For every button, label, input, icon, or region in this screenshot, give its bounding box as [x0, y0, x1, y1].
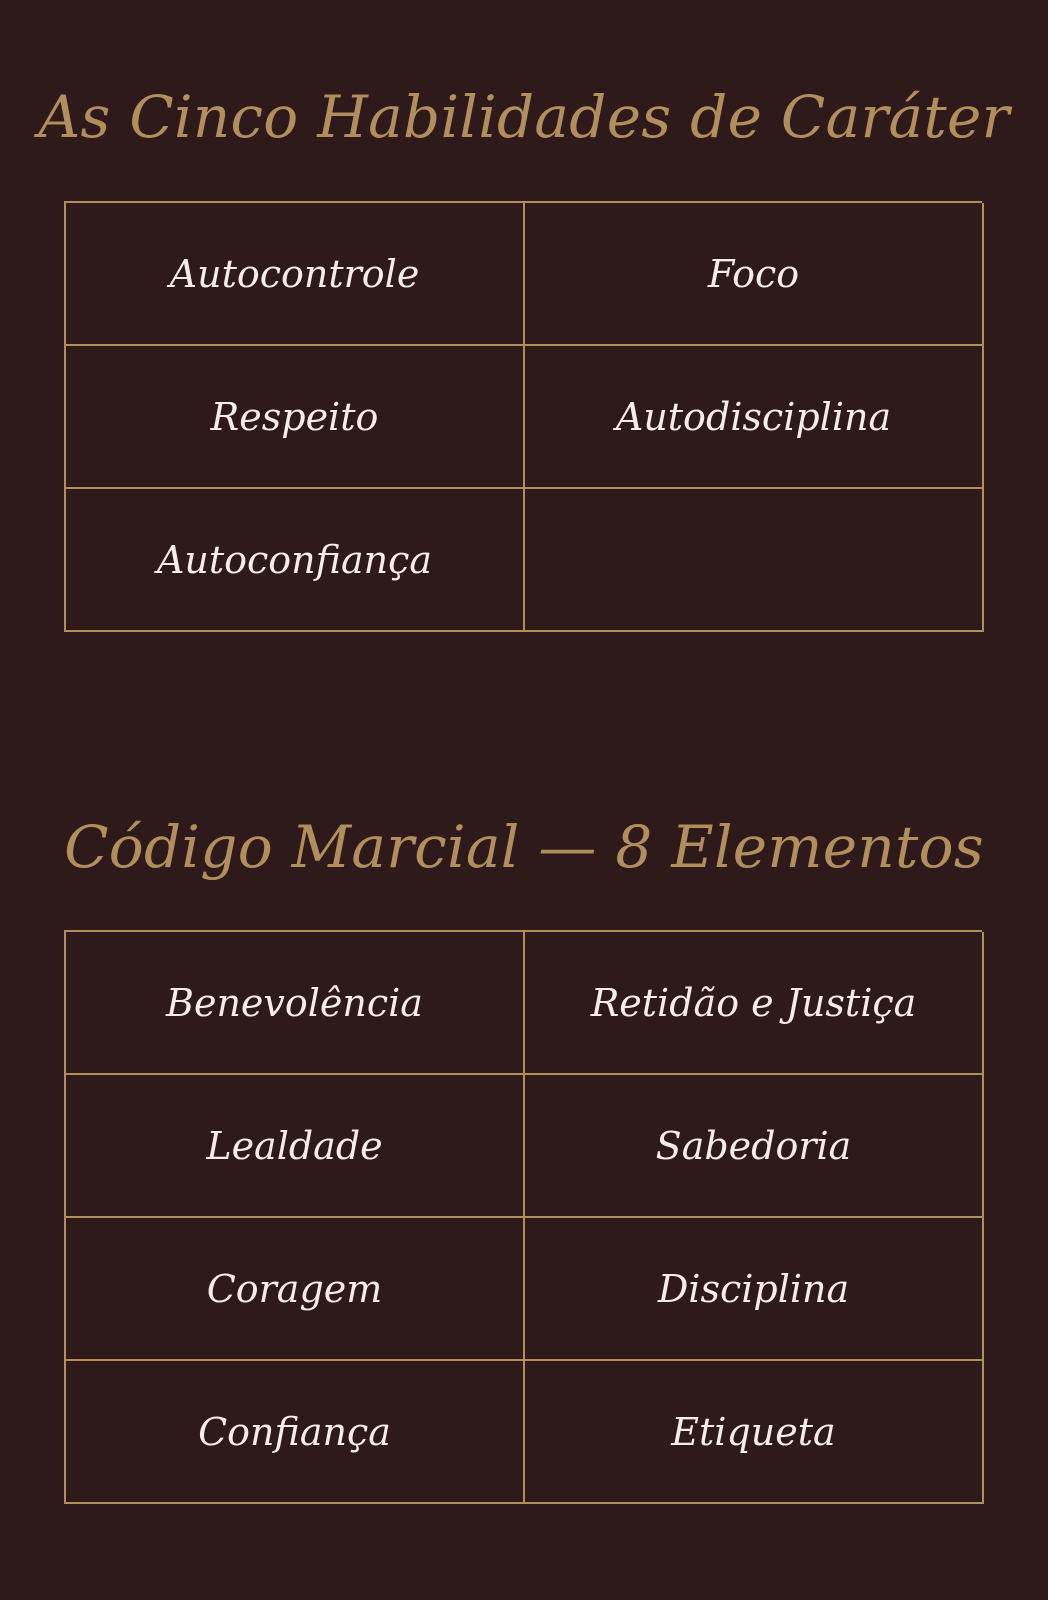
grid-cell: Sabedoria	[525, 1075, 984, 1218]
grid-cell: Foco	[525, 203, 984, 346]
martial-code-grid	[64, 930, 982, 1504]
character-skills-grid	[64, 201, 982, 632]
grid-cell-empty	[525, 489, 984, 632]
section-title-character-skills: As Cinco Habilidades de Caráter	[38, 83, 1010, 151]
grid-cell: Etiqueta	[525, 1361, 984, 1504]
grid-cell: Respeito	[66, 346, 525, 489]
grid-cell: Disciplina	[525, 1218, 984, 1361]
grid-cell: Coragem	[66, 1218, 525, 1361]
section-title-martial-code: Código Marcial — 8 Elementos	[64, 813, 984, 881]
grid-cell: Lealdade	[66, 1075, 525, 1218]
grid-cell: Retidão e Justiça	[525, 932, 984, 1075]
grid-cell: Confiança	[66, 1361, 525, 1504]
grid-cell: Autodisciplina	[525, 346, 984, 489]
grid-cell: Benevolência	[66, 932, 525, 1075]
grid-cell: Autocontrole	[66, 203, 525, 346]
grid-cell: Autoconfiança	[66, 489, 525, 632]
